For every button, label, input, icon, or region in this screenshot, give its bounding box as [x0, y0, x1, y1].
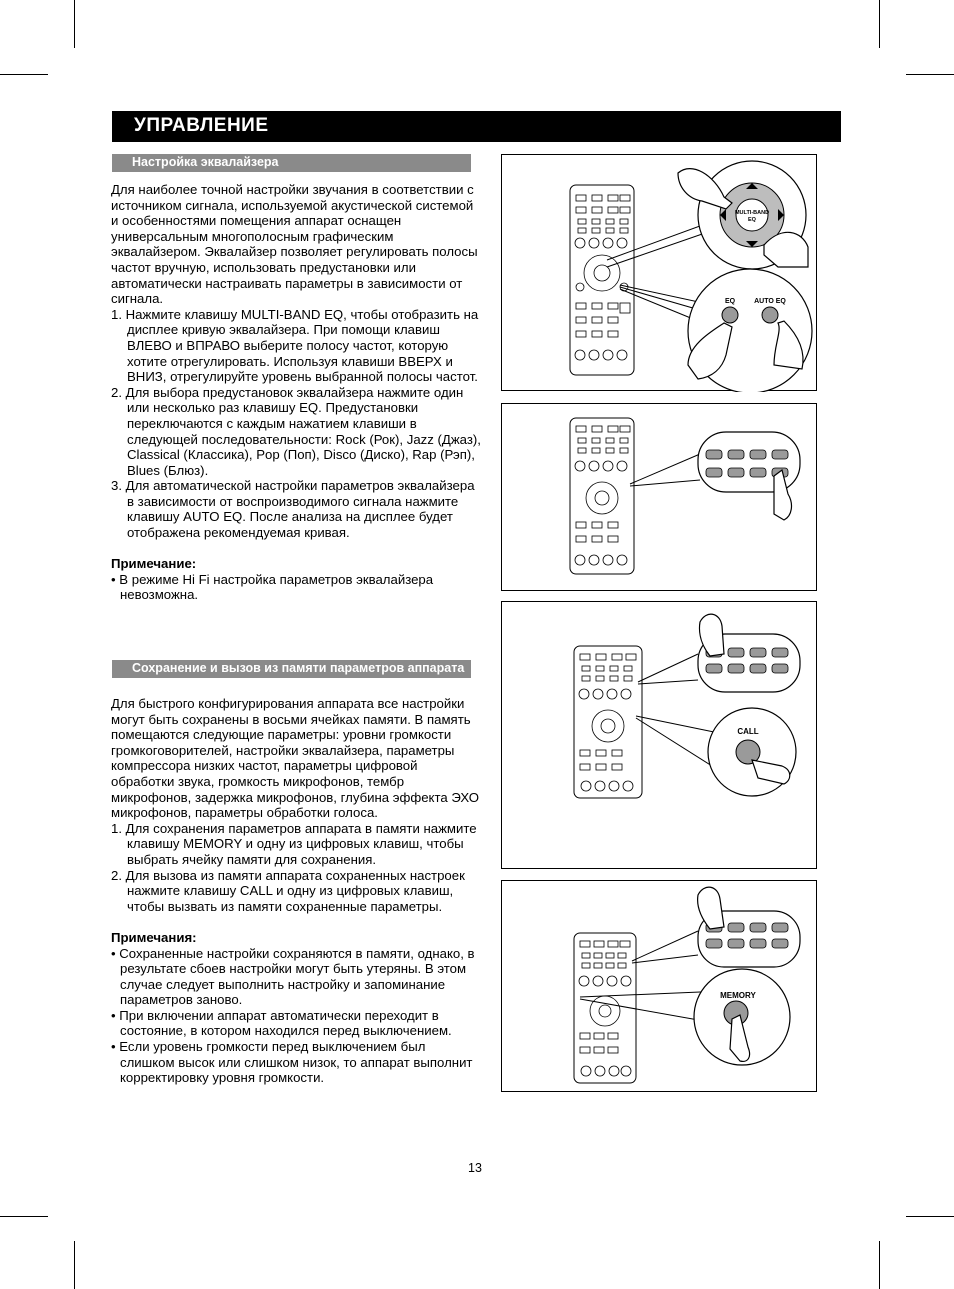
- remote-control-icon: [574, 646, 642, 798]
- remote-control-icon: [570, 418, 634, 574]
- memory-note: • Если уровень громкости перед выключением был слишком высок или слишком низок, то аппарат выполнит корректировку уровня громкости.: [111, 1039, 473, 1086]
- figure-multiband-eq: [501, 154, 817, 391]
- eq-step: 1. Нажмите клавишу MULTI-BAND EQ, чтобы отобразить на дисплее кривую эквалайзера. При помощи клавиш ВЛЕВО и ВПРАВО выберите полосу частот, которую хотите отрегулировать. Используя клавиши ВВЕРХ и ВНИЗ, отрегулируйте уровень выбранной полосы частот.: [111, 306, 479, 385]
- memory-step: 1. Для сохранения параметров аппарата в памяти нажмите клавишу MEMORY и одну из цифровых клавиш, чтобы выбрать ячейку памяти для сохранения.: [111, 820, 477, 867]
- eq-section-header: [112, 154, 471, 172]
- eq-step: 2. Для выбора предустановок эквалайзера нажмите один или несколько раз клавишу EQ. Предустановки переключаются с каждым нажатием клавиши в следующей последовательности: Rock (Рок), Jazz (Джаз), Classical (Классика), Pop (Поп), Disco (Диско), Rap (Рэп), Blues (Блюз).: [111, 384, 481, 478]
- eq-section-text: [111, 182, 481, 603]
- page-number: 13: [468, 1161, 482, 1175]
- eq-note: • В режиме Hi Fi настройка параметров эквалайзера невозможна.: [111, 571, 434, 603]
- figure-multiband-eq-illustration: [502, 155, 818, 392]
- spacer: [111, 541, 481, 557]
- memory-section-text: [111, 696, 481, 1086]
- figure-memory-illustration: [502, 881, 818, 1093]
- memory-section-header: [112, 660, 471, 678]
- crop-mark: [74, 0, 75, 48]
- eq-step: 3. Для автоматической настройки параметров эквалайзера в зависимости от воспроизводимого сигнала нажмите клавишу AUTO EQ. После анализа на дисплее будет отображена рекомендуемая кривая.: [111, 478, 475, 541]
- memory-step: 2. Для вызова из памяти аппарата сохраненных настроек нажмите клавишу CALL и одну из цифровых клавиш, чтобы вызвать из памяти сохраненные параметры.: [111, 867, 465, 914]
- eq-button-label: EQ: [724, 298, 736, 305]
- memory-section-title: Сохранение и вызов из памяти параметров аппарата: [132, 661, 465, 675]
- spacer: [111, 914, 481, 930]
- remote-control-icon: [574, 933, 636, 1083]
- memory-note: • При включении аппарат автоматически переходит в состояние, в котором находился перед выключением.: [111, 1007, 452, 1039]
- crop-mark: [879, 1241, 880, 1289]
- memory-note-title: Примечания:: [111, 929, 197, 945]
- memory-intro: Для быстрого конфигурирования аппарата все настройки могут быть сохранены в восьми ячейках памяти. В память помещаются следующие параметры: уровни громкости громкоговорителей, настройки эквалайзера, параметры компрессора низких частот, параметры цифровой обработки звука, громкость микрофонов, тембр микрофонов, задержка микрофонов, глубина эффекта ЭХО микрофонов, параметры обработки голоса.: [111, 696, 480, 821]
- figure-call: [501, 601, 817, 869]
- eq-intro: Для наиболее точной настройки звучания в соответствии с источником сигнала, используемой акустической системой и особенностями помещения аппарат оснащен универсальным многополосным графическим эквалайзером. Эквалайзер позволяет регулировать полосы частот вручную, использовать предустановки или автоматически настраивать параметры в зависимости от сигнала.: [111, 182, 478, 307]
- crop-mark: [74, 1241, 75, 1289]
- crop-mark: [879, 0, 880, 48]
- crop-mark: [906, 74, 954, 75]
- eq-note-title: Примечание:: [111, 556, 197, 572]
- remote-control-icon: [570, 185, 634, 375]
- page-header-banner: [112, 111, 841, 142]
- page-header-title: УПРАВЛЕНИЕ: [134, 115, 269, 136]
- figure-call-illustration: [502, 602, 818, 870]
- figure-eq-presets: [501, 403, 817, 591]
- auto-eq-button-label: AUTO EQ: [754, 298, 786, 305]
- memory-button-label: MEMORY: [720, 991, 756, 1000]
- crop-mark: [906, 1216, 954, 1217]
- figure-eq-presets-illustration: [502, 404, 818, 592]
- multiband-eq-label-2: EQ: [748, 217, 756, 223]
- call-button-label: CALL: [737, 727, 759, 736]
- crop-mark: [0, 74, 48, 75]
- eq-section-title: Настройка эквалайзера: [132, 155, 279, 169]
- multiband-eq-label: MULTI-BAND: [734, 210, 770, 216]
- memory-note: • Сохраненные настройки сохраняются в памяти, однако, в результате сбоев настройки могут быть утеряны. В этом случае следует выполнить настройку и запоминание параметров заново.: [111, 945, 475, 1008]
- crop-mark: [0, 1216, 48, 1217]
- figure-memory: [501, 880, 817, 1092]
